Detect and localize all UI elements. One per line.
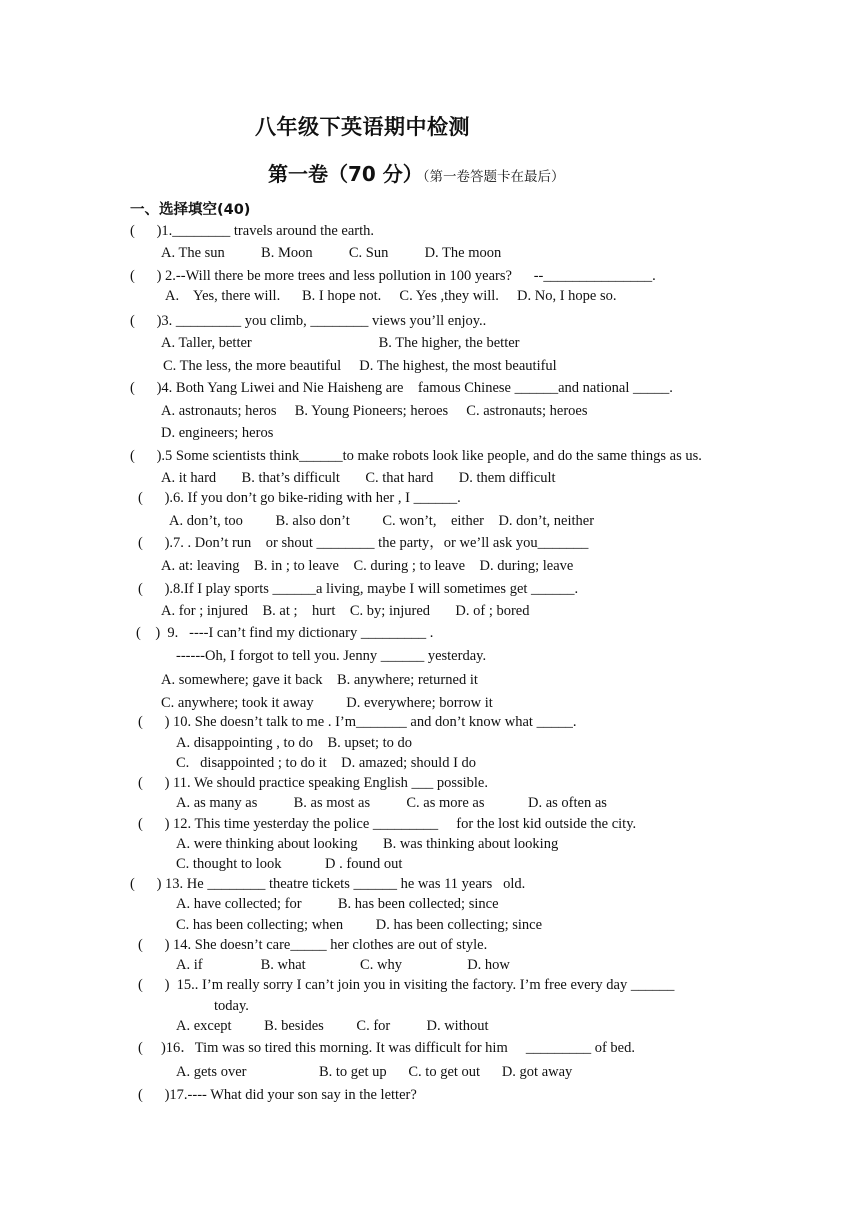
question-line: ( ).5 Some scientists think______to make robots look like people, and do the same things as us. <box>130 448 702 464</box>
question-line: ( ) 13. He ________ theatre tickets ______ he was 11 years old. <box>130 876 526 892</box>
option-line: A. Yes, there will. B. I hope not. C. Yes ,they will. D. No, I hope so. <box>165 288 617 304</box>
option-line: A. at: leaving B. in ; to leave C. during ; to leave D. during; leave <box>161 558 574 574</box>
volume-label: 第一卷（70 分） <box>268 162 423 186</box>
option-line: A. have collected; for B. has been collected; since <box>176 896 499 912</box>
question-line: ( ) 15.. I’m really sorry I can’t join you in visiting the factory. I’m free every day ______ <box>138 977 675 993</box>
volume-note: （第一卷答题卡在最后） <box>422 169 565 185</box>
option-line: A. if B. what C. why D. how <box>176 957 510 973</box>
question-line: ( ) 11. We should practice speaking English ___ possible. <box>138 775 488 791</box>
question-line: ( )1.________ travels around the earth. <box>130 223 375 239</box>
question-line: ( )3. _________ you climb, ________ views you’ll enjoy.. <box>130 313 487 329</box>
section-heading: 一、选择填空(40) <box>130 202 251 218</box>
question-line: ------Oh, I forgot to tell you. Jenny ______ yesterday. <box>176 648 487 664</box>
question-line: ( ) 14. She doesn’t care_____ her clothes are out of style. <box>138 937 488 953</box>
option-line: C. disappointed ; to do it D. amazed; should I do <box>176 755 477 771</box>
option-line: A. for ; injured B. at ; hurt C. by; injured D. of ; bored <box>161 603 530 619</box>
option-line: A. astronauts; heros B. Young Pioneers; heroes C. astronauts; heroes <box>161 403 588 419</box>
option-line: C. The less, the more beautiful D. The highest, the most beautiful <box>163 358 557 374</box>
question-line: today. <box>214 998 249 1014</box>
question-line: ( )4. Both Yang Liwei and Nie Haisheng are famous Chinese ______and national _____. <box>130 380 673 396</box>
volume-heading <box>268 158 565 187</box>
option-line: D. engineers; heros <box>161 425 274 441</box>
question-line: ( ).6. If you don’t go bike-riding with her , I ______. <box>138 490 461 506</box>
option-line: A. The sun B. Moon C. Sun D. The moon <box>161 245 502 261</box>
question-line: ( ) 12. This time yesterday the police _________ for the lost kid outside the city. <box>138 816 637 832</box>
option-line: C. thought to look D . found out <box>176 856 403 872</box>
option-line: A. except B. besides C. for D. without <box>176 1018 489 1034</box>
question-line: ( ).7. . Don’t run or shout ________ the party，or we’ll ask you_______ <box>138 535 589 551</box>
question-line: ( )17.---- What did your son say in the letter? <box>138 1087 417 1103</box>
option-line: A. as many as B. as most as C. as more as D. as often as <box>176 795 607 811</box>
option-line: C. has been collecting; when D. has been collecting; since <box>176 917 543 933</box>
question-line: ( ).8.If I play sports ______a living, maybe I will sometimes get ______. <box>138 581 579 597</box>
option-line: A. Taller, better B. The higher, the better <box>161 335 520 351</box>
option-line: A. it hard B. that’s difficult C. that hard D. them difficult <box>161 470 556 486</box>
question-line: ( ) 9. ----I can’t find my dictionary _________ . <box>136 625 434 641</box>
option-line: A. disappointing , to do B. upset; to do <box>176 735 413 751</box>
option-line: A. were thinking about looking B. was thinking about looking <box>176 836 559 852</box>
exam-title: 八年级下英语期中检测 <box>255 115 470 139</box>
option-line: A. don’t, too B. also don’t C. won’t, either D. don’t, neither <box>169 513 595 529</box>
option-line: A. somewhere; gave it back B. anywhere; returned it <box>161 672 478 688</box>
question-line: ( ) 10. She doesn’t talk to me . I’m_______ and don’t know what _____. <box>138 714 577 730</box>
option-line: C. anywhere; took it away D. everywhere; borrow it <box>161 695 493 711</box>
question-line: ( ) 2.--Will there be more trees and less pollution in 100 years? --_______________. <box>130 268 656 284</box>
question-line: ( )16．Tim was so tired this morning. It was difficult for him _________ of bed. <box>138 1040 635 1056</box>
option-line: A. gets over B. to get up C. to get out D. got away <box>176 1064 573 1080</box>
